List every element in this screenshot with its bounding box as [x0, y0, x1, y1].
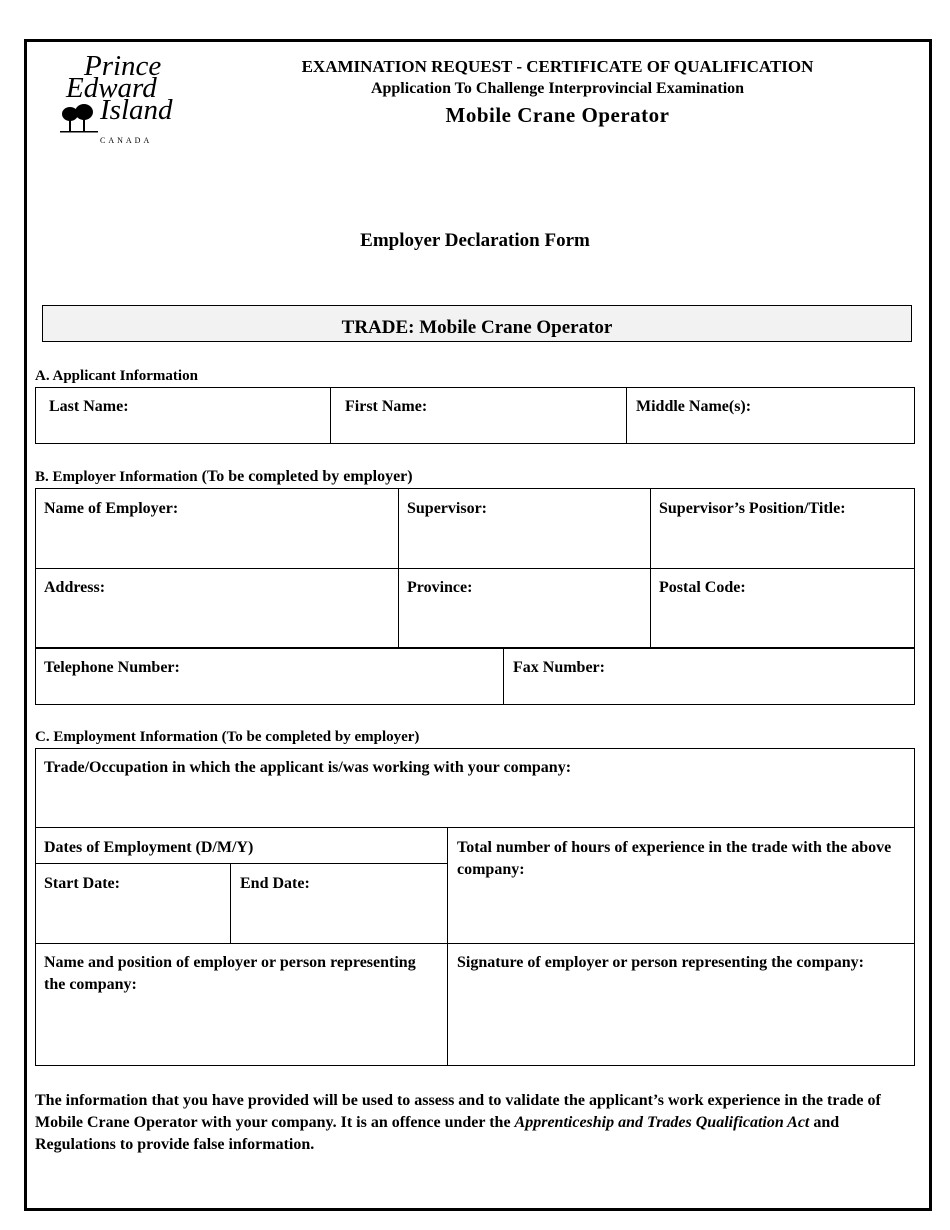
legal-notice: [35, 1090, 915, 1156]
applicant-info-table: [35, 387, 915, 444]
first-name-field[interactable]: First Name:: [345, 398, 428, 415]
notice-text-1: The information that you have provided will be used to assess and to validate the applicant’s work experience in the trade of Mobile Crane Operator with your company. It is an offence under the: [35, 1092, 881, 1131]
signature-field[interactable]: Signature of employer or person representing the company:: [457, 954, 864, 971]
divider: [35, 863, 448, 864]
section-a-heading: A. Applicant Information: [35, 368, 198, 384]
divider: [503, 648, 504, 705]
divider: [650, 488, 651, 648]
header-title: EXAMINATION REQUEST - CERTIFICATE OF QUALIFICATION: [301, 57, 814, 76]
trade-banner: TRADE: Mobile Crane Operator: [42, 305, 912, 342]
section-b-title: B. Employer Information: [35, 469, 198, 485]
section-b-note: (To be completed by employer): [197, 468, 413, 485]
supervisor-field[interactable]: Supervisor:: [407, 500, 487, 517]
divider: [230, 863, 231, 943]
address-field[interactable]: Address:: [44, 579, 106, 596]
last-name-field[interactable]: Last Name:: [49, 398, 129, 415]
divider: [398, 488, 399, 648]
employer-name-position-field[interactable]: Name and position of employer or person representing the company:: [44, 954, 416, 993]
section-b-heading: [35, 468, 413, 486]
logo-word-edward: Edward: [66, 72, 157, 104]
fax-field[interactable]: Fax Number:: [513, 659, 605, 676]
act-name: Apprenticeship and Trades Qualification Act: [514, 1114, 810, 1131]
header-subtitle: Application To Challenge Interprovincial Examination: [370, 80, 745, 97]
divider: [330, 387, 331, 444]
end-date-field[interactable]: End Date:: [240, 875, 310, 892]
telephone-field[interactable]: Telephone Number:: [44, 659, 180, 676]
total-hours-field[interactable]: Total number of hours of experience in the trade with the above company:: [457, 839, 892, 878]
province-field[interactable]: Province:: [407, 579, 473, 596]
middle-name-field[interactable]: Middle Name(s):: [636, 398, 752, 415]
divider: [626, 387, 627, 444]
logo-country: CANADA: [100, 136, 153, 145]
divider: [35, 568, 915, 569]
section-c-heading: C. Employment Information (To be completed by employer): [35, 729, 420, 745]
notice-text-2: and Regulations to provide false information.: [35, 1114, 840, 1153]
header-trade: Mobile Crane Operator: [445, 103, 670, 127]
start-date-field[interactable]: Start Date:: [44, 875, 120, 892]
pei-logo: [56, 52, 196, 148]
supervisor-title-field[interactable]: Supervisor’s Position/Title:: [659, 500, 846, 517]
tree-icon: [60, 104, 100, 134]
dates-of-employment-label: Dates of Employment (D/M/Y): [44, 839, 254, 856]
divider: [447, 827, 448, 1066]
employer-name-field[interactable]: Name of Employer:: [44, 500, 179, 517]
postal-code-field[interactable]: Postal Code:: [659, 579, 746, 596]
logo-word-prince: Prince: [84, 50, 162, 82]
logo-word-island: Island: [100, 94, 173, 126]
employment-info-table: [35, 748, 915, 1066]
divider: [35, 827, 915, 828]
trade-occupation-field[interactable]: Trade/Occupation in which the applicant is/was working with your company:: [44, 759, 572, 776]
divider: [35, 943, 915, 944]
form-title: Employer Declaration Form: [360, 230, 590, 251]
